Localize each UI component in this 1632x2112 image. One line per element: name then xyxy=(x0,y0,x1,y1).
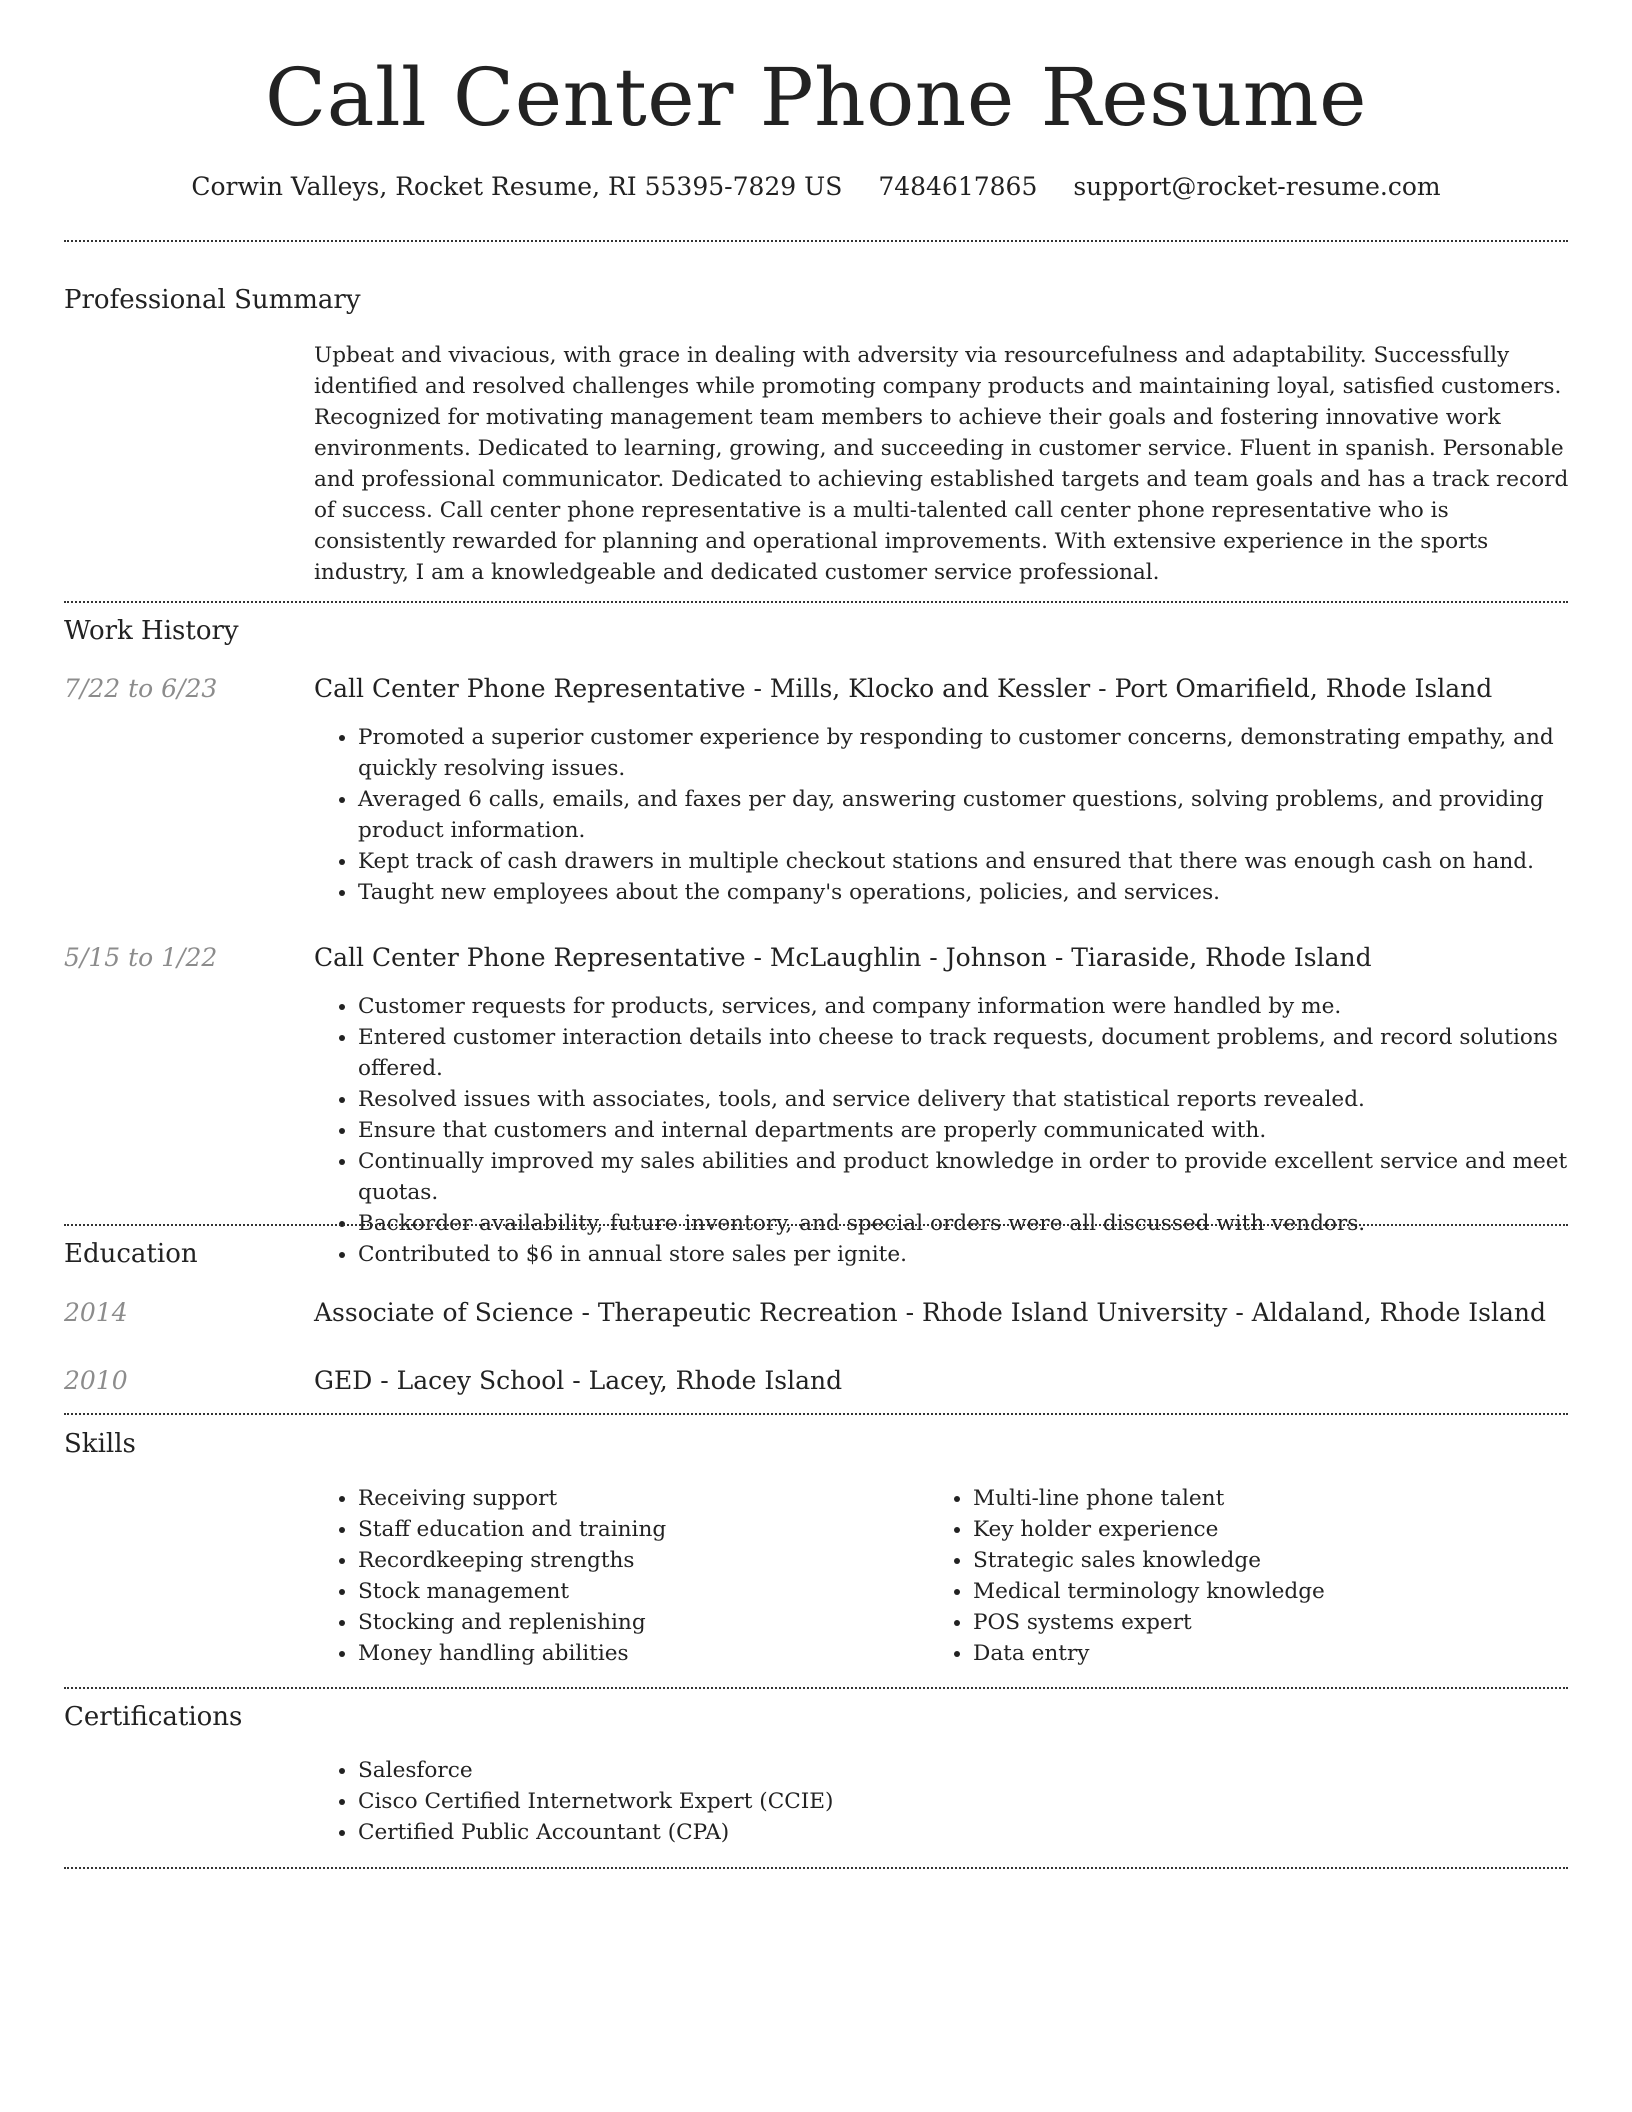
job-title: Call Center Phone Representative - Mills, Klocko and Kessler - Port Omarifield, Rhode Island xyxy=(314,674,1493,703)
skill-item: • POS systems expert xyxy=(973,1607,1573,1638)
job-bullet: • Contributed to $6 in annual store sales per ignite. xyxy=(358,1239,1570,1270)
skills-heading: Skills xyxy=(64,1429,136,1459)
certification-item: • Certified Public Accountant (CPA) xyxy=(358,1817,1570,1848)
certifications-list xyxy=(314,1755,1570,1848)
skill-item: • Staff education and training xyxy=(358,1514,918,1545)
skill-item: • Stock management xyxy=(358,1576,918,1607)
job-dates: 5/15 to 1/22 xyxy=(64,943,218,972)
skill-item: • Stocking and replenishing xyxy=(358,1607,918,1638)
skill-item: • Strategic sales knowledge xyxy=(973,1545,1573,1576)
job-bullet: • Taught new employees about the company's operations, policies, and services. xyxy=(358,877,1570,908)
education-heading: Education xyxy=(64,1239,198,1269)
education-entry: Associate of Science - Therapeutic Recreation - Rhode Island University - Aldaland, Rhode Island xyxy=(314,1298,1547,1327)
education-year: 2010 xyxy=(64,1366,128,1395)
section-divider xyxy=(64,240,1568,242)
skill-item: • Multi-line phone talent xyxy=(973,1483,1573,1514)
section-divider xyxy=(64,1413,1568,1415)
job-bullet: • Kept track of cash drawers in multiple checkout stations and ensured that there was enough cash on hand. xyxy=(358,846,1570,877)
summary-heading: Professional Summary xyxy=(64,285,361,315)
skills-list-right xyxy=(929,1483,1573,1669)
contact-address: Corwin Valleys, Rocket Resume, RI 55395-7829 US xyxy=(191,172,843,201)
education-year: 2014 xyxy=(64,1298,128,1327)
job-dates: 7/22 to 6/23 xyxy=(64,674,218,703)
work-history-heading: Work History xyxy=(64,616,239,646)
job-bullet-list xyxy=(314,991,1570,1270)
job-bullet: • Entered customer interaction details into cheese to track requests, document problems, and record solutions offered. xyxy=(358,1022,1570,1084)
job-bullet-list xyxy=(314,722,1570,908)
contact-phone: 7484617865 xyxy=(878,172,1038,201)
skill-item: • Data entry xyxy=(973,1638,1573,1669)
job-bullet: • Promoted a superior customer experience by responding to customer concerns, demonstrating empathy, and quickly resolving issues. xyxy=(358,722,1570,784)
skill-item: • Medical terminology knowledge xyxy=(973,1576,1573,1607)
skill-item: • Receiving support xyxy=(358,1483,918,1514)
section-divider xyxy=(64,601,1568,603)
job-bullet: • Resolved issues with associates, tools, and service delivery that statistical reports revealed. xyxy=(358,1084,1570,1115)
job-bullet: • Ensure that customers and internal departments are properly communicated with. xyxy=(358,1115,1570,1146)
certification-item: • Cisco Certified Internetwork Expert (CCIE) xyxy=(358,1786,1570,1817)
skill-item: • Key holder experience xyxy=(973,1514,1573,1545)
summary-text: Upbeat and vivacious, with grace in dealing with adversity via resourcefulness and adaptability. Successfully identified and resolved challenges while promoting company products and maintaining loyal, satisfied customers. Recognized for motivating management team members to achieve their goals and fostering innovative work environments. Dedicated to learning, growing, and succeeding in customer service. Fluent in spanish. Personable and professional communicator. Dedicated to achieving established targets and team goals and has a track record of success. Call center phone representative is a multi-talented call center phone representative who is consistently rewarded for planning and operational improvements. With extensive experience in the sports industry, I am a knowledgeable and dedicated customer service professional. xyxy=(314,343,1569,585)
job-bullet: • Backorder availability, future inventory, and special orders were all discussed with vendors. xyxy=(358,1208,1570,1239)
certification-item: • Salesforce xyxy=(358,1755,1570,1786)
resume-title: Call Center Phone Resume xyxy=(265,51,1367,144)
job-bullet: • Continually improved my sales abilities and product knowledge in order to provide excellent service and meet quotas. xyxy=(358,1146,1570,1208)
contact-email: support@rocket-resume.com xyxy=(1073,172,1441,201)
certifications-heading: Certifications xyxy=(64,1702,243,1732)
section-divider xyxy=(64,1687,1568,1689)
skill-item: • Money handling abilities xyxy=(358,1638,918,1669)
education-entry: GED - Lacey School - Lacey, Rhode Island xyxy=(314,1366,843,1395)
skills-list-left xyxy=(314,1483,918,1669)
section-divider xyxy=(64,1867,1568,1869)
job-bullet: • Averaged 6 calls, emails, and faxes per day, answering customer questions, solving problems, and providing product information. xyxy=(358,784,1570,846)
skill-item: • Recordkeeping strengths xyxy=(358,1545,918,1576)
section-divider xyxy=(64,1224,1568,1226)
job-title: Call Center Phone Representative - McLaughlin - Johnson - Tiaraside, Rhode Island xyxy=(314,943,1372,972)
contact-line xyxy=(0,170,1632,204)
job-bullet: • Customer requests for products, services, and company information were handled by me. xyxy=(358,991,1570,1022)
